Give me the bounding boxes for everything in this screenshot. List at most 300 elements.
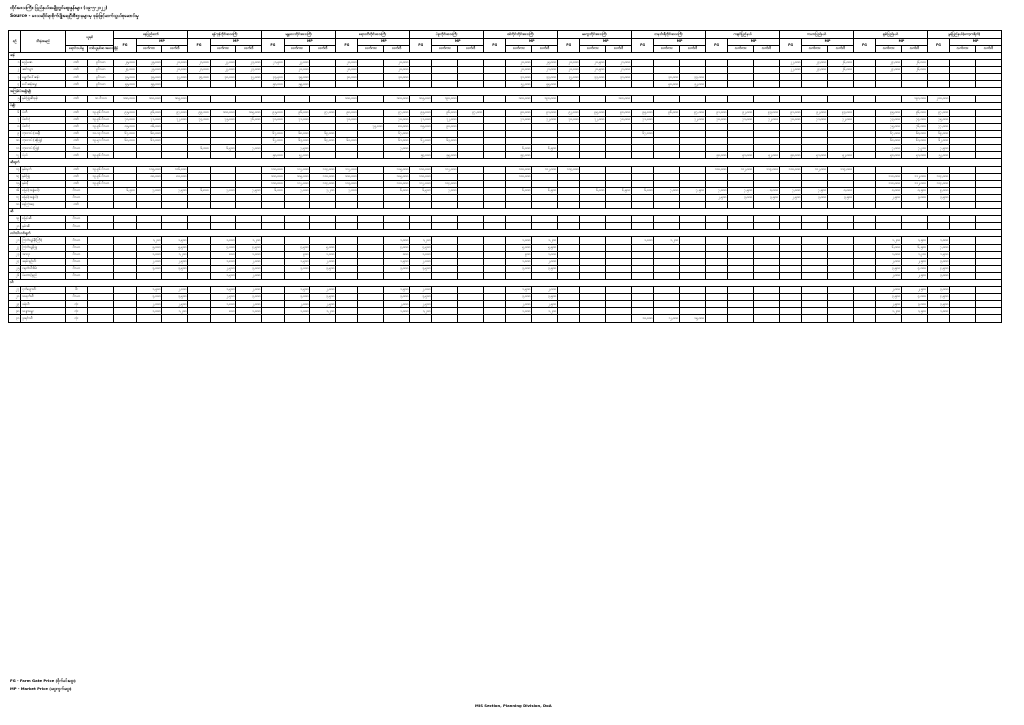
price-cell: ၁၁၀,၀၀၀ (876, 173, 902, 180)
price-cell (632, 145, 654, 152)
price-cell: ၂၄,၀၀၀ (802, 67, 828, 74)
price-cell (950, 265, 976, 272)
cell-name: ကြက်သွန်ဖြူ (21, 244, 66, 251)
price-cell: ၆၇,၀၀၀ (632, 131, 654, 138)
price-cell: ၂,၀၀၀ (532, 287, 558, 294)
price-cell (580, 180, 606, 187)
price-cell (284, 201, 310, 208)
price-cell (779, 251, 801, 258)
price-cell (484, 265, 506, 272)
price-cell (210, 173, 236, 180)
group-row (9, 159, 1002, 166)
price-cell (802, 294, 828, 301)
wholesale-header: လက်ကား (728, 46, 754, 53)
cell-qty (88, 265, 114, 272)
credit-line: MIS Section, Planning Division, DoA (475, 703, 552, 708)
price-cell (728, 81, 754, 88)
price-cell (680, 265, 706, 272)
cell-qty (88, 201, 114, 208)
price-cell: ၁၁၀,၀၀၀ (410, 173, 432, 180)
price-cell: ၅,၀၀၀ (506, 244, 532, 251)
price-cell (654, 138, 680, 145)
price-cell (310, 116, 336, 123)
table-row (9, 173, 1002, 180)
cell-unit: တင်း (65, 60, 87, 67)
price-cell (558, 216, 580, 223)
price-cell (284, 272, 310, 279)
price-cell (828, 201, 854, 208)
price-cell (114, 294, 136, 301)
price-cell (580, 244, 606, 251)
price-cell (236, 173, 262, 180)
price-cell: ၄,၀၀၀ (210, 244, 236, 251)
cell-qty (88, 145, 114, 152)
cell-unit: တင်း (65, 95, 87, 102)
price-cell (853, 265, 875, 272)
price-cell (558, 301, 580, 308)
price-cell (358, 308, 384, 315)
price-cell (188, 237, 210, 244)
wholesale-header: လက်ကား (802, 46, 828, 53)
price-cell (975, 308, 1001, 315)
price-cell (754, 138, 780, 145)
price-cell (310, 74, 336, 81)
price-cell: ၁,၂၀၀ (532, 308, 558, 315)
price-cell (210, 138, 236, 145)
price-cell (262, 194, 284, 201)
price-cell (210, 81, 236, 88)
footnote-fg: FG - Farm Gate Price (စိုက်ခင်းဈေး) (10, 678, 76, 683)
price-cell (828, 123, 854, 130)
price-cell: ၄,၅၀၀ (410, 244, 432, 251)
price-cell (975, 237, 1001, 244)
price-cell: ၇၀,၀၀၀ (336, 116, 358, 123)
price-cell (754, 81, 780, 88)
price-cell (336, 131, 358, 138)
price-cell (754, 173, 780, 180)
price-cell (506, 216, 532, 223)
mp-header: MP (728, 39, 780, 46)
price-cell (136, 180, 162, 187)
price-cell: ၁,၀၀၀ (506, 237, 532, 244)
price-cell (580, 81, 606, 88)
cell-name: ပဲတီ (21, 109, 66, 116)
price-cell (680, 294, 706, 301)
cell-no: ၂၃ (9, 251, 21, 258)
price-cell (162, 223, 188, 230)
cell-name: ငရုတ်သီးစိမ်း (21, 265, 66, 272)
price-cell (558, 180, 580, 187)
price-cell (680, 216, 706, 223)
price-cell: ၉၇,၀၀၀ (162, 109, 188, 116)
price-cell (876, 95, 902, 102)
price-cell: ၆,၅၀၀ (532, 145, 558, 152)
mp-header: MP (654, 39, 706, 46)
price-cell (705, 81, 727, 88)
mp-header: MP (432, 39, 484, 46)
price-cell (458, 223, 484, 230)
cell-unit: လုံး (65, 301, 87, 308)
region-header: ရှမ်းပြည်နယ် (853, 31, 927, 39)
price-cell: ၃,၀၀၀ (901, 194, 927, 201)
price-cell (484, 272, 506, 279)
price-cell (876, 216, 902, 223)
price-cell (136, 272, 162, 279)
report-source: Source - ဒေသဆိုင်ရာစိုက်ပျိုးရေးဦးစီးဌာနများမှ ဖုန်းဖြင့်ဆက်သွယ်စုဆောင်းမှု (10, 14, 139, 19)
price-cell (975, 223, 1001, 230)
price-cell (606, 223, 632, 230)
price-cell: ၅၀,၀၀၀ (654, 81, 680, 88)
price-cell (432, 173, 458, 180)
col-unit-sub-header: ရောင်းဝယ်မှု (65, 46, 87, 53)
fg-header: FG (705, 39, 727, 53)
cell-qty (88, 272, 114, 279)
price-cell: ၂,၀၀၀ (236, 301, 262, 308)
price-cell: ၁၁၄,၀၀၀ (558, 166, 580, 173)
price-cell (358, 301, 384, 308)
price-cell (632, 173, 654, 180)
price-cell: ၃,၀၀၀ (236, 265, 262, 272)
price-cell: ၁,၂၀၀ (236, 237, 262, 244)
price-cell (262, 251, 284, 258)
price-cell: ၃,၅၀၀ (828, 194, 854, 201)
price-cell (853, 294, 875, 301)
price-cell (210, 201, 236, 208)
price-cell (680, 194, 706, 201)
price-cell: ၃,၅၀၀ (532, 294, 558, 301)
price-cell: ၁၀၀,၀၀၀ (262, 173, 284, 180)
fg-header: FG (188, 39, 210, 53)
price-cell: ၇၅,၀၀၀ (927, 116, 949, 123)
price-cell (853, 81, 875, 88)
price-cell (927, 60, 949, 67)
price-cell (728, 272, 754, 279)
price-cell (606, 180, 632, 187)
price-cell (754, 265, 780, 272)
price-cell (901, 201, 927, 208)
fg-header: FG (410, 39, 432, 53)
price-cell (336, 123, 358, 130)
price-cell (484, 173, 506, 180)
cell-qty: ၁၀.၁၄ ပိဿာ (88, 131, 114, 138)
retail-header: လက်လီ (754, 46, 780, 53)
price-cell (876, 74, 902, 81)
price-cell (358, 265, 384, 272)
table-row (9, 315, 1002, 322)
price-cell (950, 138, 976, 145)
price-cell (927, 166, 949, 173)
price-cell (188, 152, 210, 159)
price-cell (705, 60, 727, 67)
price-cell (728, 265, 754, 272)
price-cell (580, 145, 606, 152)
price-cell (927, 201, 949, 208)
price-cell (114, 315, 136, 322)
price-cell (262, 67, 284, 74)
table-row (9, 116, 1002, 123)
price-cell (580, 123, 606, 130)
price-cell: ၁၁၅,၀၀၀ (136, 166, 162, 173)
price-cell: ၁၁၄,၀၀၀ (927, 180, 949, 187)
price-cell (236, 166, 262, 173)
price-cell (358, 74, 384, 81)
cell-unit: တင်း (65, 173, 87, 180)
price-cell (779, 294, 801, 301)
price-cell (188, 272, 210, 279)
price-cell (802, 74, 828, 81)
price-cell: ၆၈,၀၀၀ (901, 131, 927, 138)
cell-qty: ၉ပိဿာ (88, 74, 114, 81)
price-cell: ၁,၀၀၀ (384, 237, 410, 244)
price-cell: ၁,၅၀၀ (901, 237, 927, 244)
price-cell (580, 223, 606, 230)
price-cell (580, 272, 606, 279)
price-cell (654, 216, 680, 223)
price-cell (975, 294, 1001, 301)
price-cell (853, 67, 875, 74)
price-cell: ၂,၀၀၀ (162, 287, 188, 294)
price-cell: ၃,၅၀၀ (927, 194, 949, 201)
price-cell (310, 81, 336, 88)
cell-name: ငှက်ပျောသီး (21, 287, 66, 294)
price-cell (336, 152, 358, 159)
price-cell (950, 173, 976, 180)
price-cell (975, 123, 1001, 130)
price-cell: ၉၇,၀၀၀ (384, 109, 410, 116)
price-cell: ၇၄,၀၀၀ (188, 116, 210, 123)
price-cell (828, 265, 854, 272)
price-cell (210, 223, 236, 230)
price-cell: ၅၂,၀၀၀ (506, 81, 532, 88)
price-cell (262, 258, 284, 265)
price-cell (188, 201, 210, 208)
price-cell (484, 131, 506, 138)
price-cell (336, 301, 358, 308)
price-cell (236, 201, 262, 208)
cell-name: ပေါ်ဆန်းမွှေး (21, 81, 66, 88)
price-cell: ၁,၅၀၀ (506, 287, 532, 294)
wholesale-header: လက်ကား (210, 46, 236, 53)
cell-unit: လုံး (65, 315, 87, 322)
table-row (9, 294, 1002, 301)
price-cell (432, 74, 458, 81)
cell-no: ၂၂ (9, 244, 21, 251)
price-cell: ၁၉၀,၀၀၀ (532, 95, 558, 102)
cell-qty (88, 223, 114, 230)
price-cell: ၁၉၀,၀၀၀ (901, 95, 927, 102)
price-cell (358, 131, 384, 138)
price-cell: ၁၁၂,၀၀၀ (410, 180, 432, 187)
price-cell: ၁၁၂,၀၀၀ (284, 180, 310, 187)
price-cell (458, 81, 484, 88)
cell-qty (88, 237, 114, 244)
price-cell (606, 145, 632, 152)
price-cell (458, 194, 484, 201)
price-cell: ၁,၀၀၀ (236, 308, 262, 315)
price-cell: ၉၀၀ (506, 251, 532, 258)
price-cell (384, 315, 410, 322)
price-cell (853, 173, 875, 180)
price-cell (975, 81, 1001, 88)
cell-name: နေကြာစေ့ (21, 201, 66, 208)
price-cell: ၆၇,၀၀၀ (876, 131, 902, 138)
price-cell (876, 201, 902, 208)
price-cell: ၅၁,၀၀၀ (802, 152, 828, 159)
fg-header: FG (927, 39, 949, 53)
price-cell (410, 60, 432, 67)
price-cell (802, 251, 828, 258)
price-cell: ၅၄,၀၀၀ (506, 152, 532, 159)
price-cell (458, 145, 484, 152)
price-cell (975, 116, 1001, 123)
price-cell (532, 180, 558, 187)
price-cell (336, 216, 358, 223)
price-cell: ၇၃,၀၀၀ (876, 116, 902, 123)
price-cell (236, 152, 262, 159)
price-cell: ၈,၀၀၀ (876, 187, 902, 194)
price-cell (580, 294, 606, 301)
price-cell: ၁၁၀,၀၀၀ (262, 180, 284, 187)
price-cell (606, 272, 632, 279)
cell-unit: ပိဿာ (65, 258, 87, 265)
price-cell (853, 166, 875, 173)
price-cell (606, 287, 632, 294)
price-cell (558, 194, 580, 201)
region-header: နေပြည်တော် (114, 31, 188, 39)
cell-unit: လုံး (65, 308, 87, 315)
price-cell: ၇၁,၀၀၀ (728, 116, 754, 123)
price-cell: ၆,၀၀၀ (188, 145, 210, 152)
price-cell (901, 81, 927, 88)
price-cell (262, 301, 284, 308)
retail-header: လက်လီ (901, 46, 927, 53)
price-cell (705, 287, 727, 294)
price-cell (705, 223, 727, 230)
price-cell (632, 194, 654, 201)
price-cell: ၉၆,၀၀၀ (901, 109, 927, 116)
price-cell: ၂,၅၀၀ (162, 258, 188, 265)
price-cell (262, 315, 284, 322)
price-cell (162, 272, 188, 279)
price-cell: ၇,၀၀၀ (284, 187, 310, 194)
price-cell (606, 244, 632, 251)
price-cell: ၇,၅၀၀ (236, 187, 262, 194)
price-cell: ၁၁၅,၀၀၀ (384, 166, 410, 173)
price-cell (580, 194, 606, 201)
cell-name: နှမ်းဆီ (21, 223, 66, 230)
price-cell (558, 294, 580, 301)
price-cell (950, 166, 976, 173)
price-cell: ၉,၀၀၀ (927, 187, 949, 194)
cell-unit: တင်း (65, 152, 87, 159)
price-cell: ၃,၀၀၀ (506, 265, 532, 272)
wholesale-header: လက်ကား (358, 46, 384, 53)
price-cell (532, 138, 558, 145)
price-cell: ၁,၈၀၀ (506, 258, 532, 265)
cell-name: ပဲစင်းငုံ (21, 123, 66, 130)
price-cell (705, 315, 727, 322)
price-cell: ၁၁၂,၀၀၀ (802, 166, 828, 173)
retail-header: လက်လီ (162, 46, 188, 53)
price-cell (188, 265, 210, 272)
price-cell (779, 216, 801, 223)
price-cell (705, 294, 727, 301)
cell-unit: ပိဿာ (65, 244, 87, 251)
price-cell (458, 272, 484, 279)
price-cell: ၂၅,၀၀၀ (532, 60, 558, 67)
price-cell: ၅,၀၀၀ (136, 244, 162, 251)
table-row (9, 180, 1002, 187)
table-row (9, 166, 1002, 173)
price-cell (384, 272, 410, 279)
price-cell: ၉၆,၀၀၀ (654, 109, 680, 116)
price-cell (236, 180, 262, 187)
price-cell: ၇၅,၀၀၀ (876, 123, 902, 130)
price-cell (210, 194, 236, 201)
price-cell (927, 223, 949, 230)
price-cell (705, 95, 727, 102)
price-cell (506, 223, 532, 230)
price-cell (236, 81, 262, 88)
price-cell (558, 287, 580, 294)
price-cell (580, 166, 606, 173)
price-cell (950, 258, 976, 265)
price-cell: ၁,၂၀၀ (654, 237, 680, 244)
price-cell (680, 308, 706, 315)
price-cell (853, 308, 875, 315)
price-cell: ၇၂,၀၀၀ (532, 116, 558, 123)
price-cell: ၇,၀၀၀ (654, 187, 680, 194)
price-cell: ၁၁၂,၀၀၀ (901, 180, 927, 187)
price-cell: ၇,၅၀၀ (162, 187, 188, 194)
cell-unit: ပိဿာ (65, 294, 87, 301)
table-row (9, 216, 1002, 223)
cell-unit: ပိဿာ (65, 145, 87, 152)
price-cell (458, 294, 484, 301)
price-cell (802, 216, 828, 223)
mp-header: MP (358, 39, 410, 46)
price-cell (680, 60, 706, 67)
price-cell (136, 145, 162, 152)
price-cell (779, 131, 801, 138)
price-cell: ၇၁,၀၀၀ (802, 116, 828, 123)
cell-name: ကြက်သွန်နီ(ကြီး) (21, 237, 66, 244)
price-cell (705, 201, 727, 208)
price-cell (927, 81, 949, 88)
price-cell: ၆,၀၀၀ (876, 244, 902, 251)
table-row (9, 123, 1002, 130)
group-row (9, 102, 1002, 109)
price-cell (680, 237, 706, 244)
price-cell: ၂၀,၀၀၀ (506, 67, 532, 74)
price-cell (358, 237, 384, 244)
table-row (9, 145, 1002, 152)
price-cell (506, 272, 532, 279)
price-cell: ၆,၅၀၀ (606, 187, 632, 194)
price-cell: ၁,၅၀၀ (284, 287, 310, 294)
price-cell (188, 166, 210, 173)
cell-qty (88, 287, 114, 294)
wholesale-header: လက်ကား (432, 46, 458, 53)
price-cell (632, 223, 654, 230)
price-cell (754, 272, 780, 279)
price-cell (484, 237, 506, 244)
price-cell: ၃၅,၀၀၀ (114, 74, 136, 81)
cell-no: ၃၁ (9, 315, 21, 322)
price-cell (162, 145, 188, 152)
price-cell (358, 67, 384, 74)
group-label: ပဲမျိုး (9, 102, 1002, 109)
